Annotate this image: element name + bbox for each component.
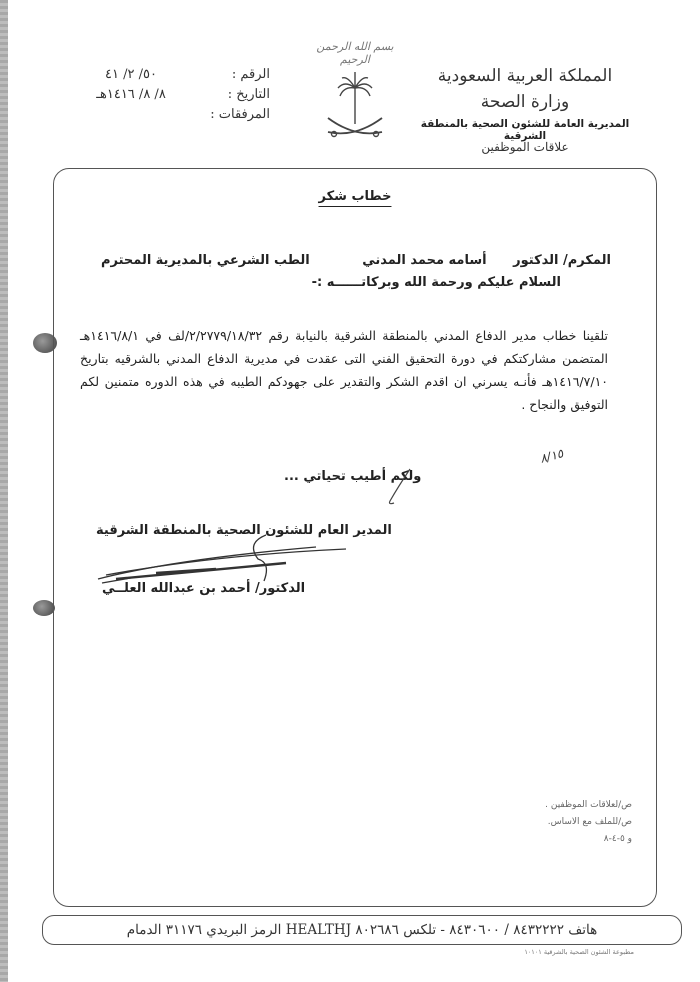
footer-contact: هاتف ٨٤٣٢٢٢٢ / ٨٤٣٠٦٠٠ - تلكس ٨٠٢٦٨٦ HEALTHJ الرمز البريدي ٣١١٧٦ الدمام	[126, 922, 598, 938]
punch-hole	[33, 600, 55, 616]
field-label: التاريخ :	[227, 86, 270, 102]
palm-swords-emblem-icon	[320, 66, 390, 146]
ministry-name: وزارة الصحة	[480, 92, 570, 112]
note-line: ص/لعلاقات الموظفين .	[545, 800, 632, 810]
footer-contact-box	[42, 915, 682, 945]
basmala: بسم الله الرحمن الرحيم	[316, 40, 394, 66]
emblem	[300, 40, 410, 150]
kingdom-name: المملكة العربية السعودية	[437, 66, 613, 86]
department-name: علاقات الموظفين	[481, 140, 569, 154]
form-code: مطبوعة الشئون الصحية بالشرقية ١٠١٠١	[524, 948, 634, 956]
letter-body-frame	[53, 168, 657, 907]
signatory-title: المدير العام للشئون الصحية بالمنطقة الشرقية	[96, 523, 392, 538]
note-line: و ٥-٤-٨	[603, 834, 632, 844]
field-value: ٥٠/ ٢/ ٤١	[105, 66, 157, 82]
signatory-name: الدكتور/ أحمد بن عبدالله العلــي	[102, 581, 306, 596]
initials-mark-icon	[384, 467, 414, 507]
reference-fields	[60, 64, 270, 124]
addressee-prefix: المكرم/ الدكتور	[513, 253, 611, 268]
addressee-name: أسامه محمد المدني	[362, 253, 487, 268]
field-date	[60, 84, 270, 104]
letter-title: خطاب شكر	[318, 189, 392, 204]
addressee-dept: الطب الشرعي بالمديرية	[155, 253, 310, 268]
handwritten-note: ٨/١٥	[538, 446, 565, 466]
field-label: الرقم :	[231, 66, 270, 82]
scan-edge	[0, 0, 8, 982]
addressee	[101, 253, 611, 290]
letterhead-ministry	[400, 66, 650, 153]
letter-body: تلقينا خطاب مدير الدفاع المدني بالمنطقة الشرقية بالنيابة رقم ٢/٢٧٧٩/١٨/٣٢/لف في ١٤١٦/٨/١هـ المتضمن مشاركتكم في دورة التحقيق الفني التى عقدت في مديرية الدفاع المدني بالشرقيه بتاريخ ١٤١٦/٧/١٠هـ فأنـه يسرني ان اقدم الشكر والتقدير على جهودكم الطيبه في هذه الدوره متمنين لكم التوفيق والنجاح .	[80, 328, 608, 412]
field-number	[60, 64, 270, 84]
greeting: السلام عليكم ورحمة الله وبركاتــــــه :-	[311, 275, 561, 290]
directorate-name: المديرية العامة للشئون الصحية بالمنطقة الشرقية	[420, 118, 630, 142]
field-label: المرفقات :	[210, 106, 270, 122]
distribution-notes	[492, 797, 632, 848]
closing: ولكم أطيب تحياتي ...	[284, 469, 422, 484]
addressee-suffix: المحترم	[101, 253, 152, 268]
field-value: ٨/ ٨/ ١٤١٦هـ	[96, 86, 166, 102]
signature-icon	[96, 529, 356, 589]
note-line: ص/للملف مع الاساس.	[547, 817, 632, 827]
field-attachments	[60, 104, 270, 124]
